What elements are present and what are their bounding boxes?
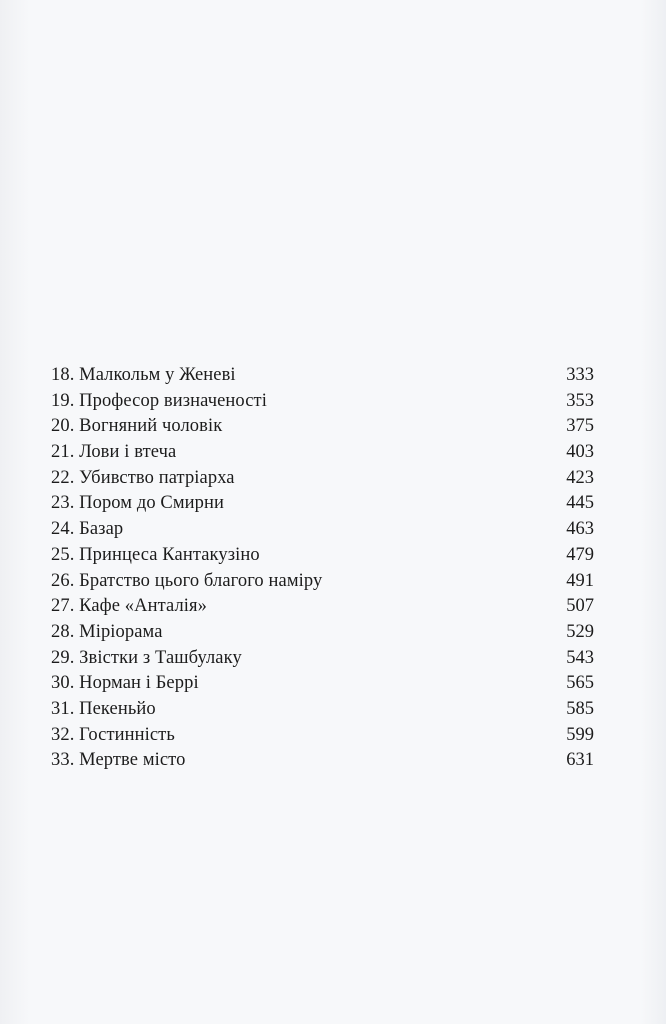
toc-entry — [51, 440, 594, 466]
page-number: 445 — [566, 493, 594, 514]
toc-entry — [51, 389, 594, 415]
toc-entry — [51, 671, 594, 697]
page-number: 599 — [566, 724, 594, 745]
chapter-title: 30. Норман і Беррі — [51, 673, 199, 694]
page-number: 479 — [566, 544, 594, 565]
toc-entry — [51, 517, 594, 543]
chapter-title: 24. Базар — [51, 519, 124, 540]
page-number: 585 — [566, 698, 594, 719]
page-number: 353 — [566, 390, 594, 411]
chapter-title: 32. Гостинність — [51, 724, 175, 745]
chapter-title: 27. Кафе «Анталія» — [51, 596, 208, 617]
chapter-title: 33. Мертве місто — [51, 750, 186, 771]
toc-entry — [51, 620, 594, 646]
page-number: 565 — [566, 673, 594, 694]
table-of-contents — [51, 363, 594, 774]
chapter-title: 25. Принцеса Кантакузіно — [51, 544, 260, 565]
chapter-title: 18. Малкольм у Женеві — [51, 365, 236, 385]
chapter-title: 23. Пором до Смирни — [51, 493, 225, 514]
toc-entry — [51, 594, 594, 620]
chapter-title: 20. Вогняний чоловік — [51, 416, 223, 437]
page-number: 333 — [566, 365, 594, 385]
toc-entry — [51, 723, 594, 749]
page-number: 491 — [566, 570, 594, 591]
page-number: 423 — [566, 467, 594, 488]
page-number: 631 — [566, 750, 594, 771]
chapter-title: 19. Професор визначеності — [51, 390, 267, 411]
toc-entry — [51, 748, 594, 774]
toc-entry — [51, 543, 594, 569]
page-number: 543 — [566, 647, 594, 668]
page-number: 375 — [566, 416, 594, 437]
toc-entry — [51, 491, 594, 517]
toc-entry — [51, 697, 594, 723]
chapter-title: 28. Міріорама — [51, 621, 163, 642]
toc-entry — [51, 569, 594, 595]
chapter-title: 29. Звістки з Ташбулаку — [51, 647, 242, 668]
page-number: 403 — [566, 442, 594, 463]
page-number: 463 — [566, 519, 594, 540]
toc-entry — [51, 414, 594, 440]
chapter-title: 31. Пекеньйо — [51, 698, 156, 719]
chapter-title: 26. Братство цього благого наміру — [51, 570, 323, 591]
toc-entry — [51, 466, 594, 492]
chapter-title: 22. Убивство патріарха — [51, 467, 235, 488]
toc-entry — [51, 646, 594, 672]
page-number: 507 — [566, 596, 594, 617]
chapter-title: 21. Лови і втеча — [51, 442, 177, 463]
page-number: 529 — [566, 621, 594, 642]
toc-entry — [51, 363, 594, 389]
